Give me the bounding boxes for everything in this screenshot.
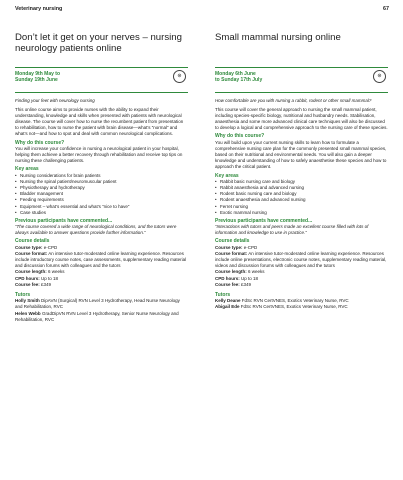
running-title: Veterinary nursing (15, 6, 63, 12)
list-item: • Nursing the spinal patient/neuromuscular patient (15, 179, 188, 185)
date-line: Monday 6th June (215, 71, 256, 77)
why-text: You will increase your confidence in nursing a neurological patient in your hospital, helping them achieve a better recovery through rehabilitation and receive top tips on nursing these challenging patients. (15, 146, 183, 164)
course-title: Don’t let it get on your nerves – nursing neurology patients online (15, 32, 182, 55)
page-number: 67 (383, 6, 389, 12)
list-item: • Equipment – what’s essential and what’s “nice to have” (15, 204, 188, 210)
list-item: • Feeding requirements (15, 197, 188, 203)
key-areas-list (15, 173, 188, 216)
divider (15, 67, 188, 68)
list-item: • Rabbit basic nursing care and biology (215, 179, 388, 185)
date-line: Sunday 19th June (15, 77, 58, 84)
participant-quote: “The course covered a wide range of neurological conditions, and the tutors were always available to answer questions provide further information.” (15, 224, 177, 236)
detail-row: Course fee: £349 (15, 281, 52, 287)
detail-row: Course type: e-CPD (15, 245, 58, 251)
key-areas-list (215, 179, 388, 216)
section-heading: Previous participants have commented... (215, 217, 313, 224)
course-dates (15, 71, 188, 92)
list-item: • Exotic mammal nursing (215, 210, 388, 216)
tutor-entry: Kelly Deane FdSc RVN CertVNES, Exotics Veterinary Nurse, RVC (215, 298, 349, 304)
section-heading: Why do this course? (15, 139, 65, 146)
tutor-entry: Abigail Ede FdSc RVN CertVNES, Exotics Veterinary Nurse, RVC (215, 304, 348, 310)
course-intro: Finding your feet with neurology nursing (15, 98, 95, 103)
divider (15, 92, 188, 93)
section-heading: Course details (15, 238, 50, 245)
detail-row: CPD hours: Up to 18 (15, 275, 59, 281)
list-item: • Rodent basic nursing care and biology (215, 191, 388, 197)
section-heading: Course details (215, 238, 250, 245)
course-body: This course will cover the general approach to nursing the small mammal patient, including species-specific biology, nutritional and husbandry needs. Stabilisation, anaesthesia and some more advanced clinical care techniques will also be discussed to develop a logical and comprehensive approach to the nursing care of these species. (215, 107, 388, 131)
date-line: Monday 9th May to (15, 71, 61, 77)
tutor-entry: Helen Webb GradDipVN RVN Level 3 Hydrotherapy, Senior Nurse Neurology and Rehabilitation, RVC (15, 310, 179, 322)
list-item: • Rabbit anaesthesia and advanced nursing (215, 185, 388, 191)
detail-row: Course length: 6 weeks (215, 269, 265, 275)
course-column-neurology (15, 32, 188, 323)
online-icon: ⊛ (373, 70, 386, 83)
detail-row: Course format: An intensive tutor-moderated online learning experience. Resources include introductory course notes, case assessments, supplementary reading material and discussion forums with colleagues and the tutors (15, 251, 187, 269)
list-item: • Case studies (15, 210, 188, 216)
online-icon: ⊛ (173, 70, 186, 83)
list-item: • Nursing considerations for brain patients (15, 173, 188, 179)
list-item: • Rodent anaesthesia and advanced nursing (215, 197, 388, 203)
course-intro: How comfortable are you with nursing a rabbit, rodent or other small mammal? (215, 98, 372, 103)
why-text: You will build upon your current nursing skills to learn how to formulate a comprehensive nursing care plan for the commonly presented small mammal species, based on their nutritional and environmental needs. You will also gain a deeper knowledge and understanding of how to safely anaesthetise these species and how to approach the critical patient. (215, 140, 387, 170)
section-heading: Tutors (15, 291, 31, 298)
section-heading: Why do this course? (215, 133, 265, 140)
detail-row: Course fee: £349 (215, 281, 252, 287)
course-title: Small mammal nursing online (215, 32, 341, 43)
divider (215, 92, 388, 93)
course-body: This online course aims to provide nurses with the ability to expand their understanding, knowledge and skills when presented with patients with neurological disease. The course will cover how to nurse the recumbent patient from presentation to rehabilitation, how to nurse the patient with brain disease—what’s “normal” and what’s not—and how to spot and deal with common neurological complications. (15, 107, 184, 137)
section-heading: Tutors (215, 291, 231, 298)
date-line: to Sunday 17th July (215, 77, 263, 84)
course-dates (215, 71, 388, 92)
detail-row: Course type: e-CPD (215, 245, 258, 251)
participant-quote: “Interactions with tutors and peers made an excellent course filled with lots of information and knowledge to use in practice.” (215, 224, 369, 236)
section-heading: Previous participants have commented... (15, 217, 113, 224)
list-item: • Ferret nursing (215, 204, 388, 210)
course-column-small-mammal (215, 32, 388, 311)
tutor-entry: Holly Smith DipAVN (Surgical) RVN Level 3 Hydrotherapy, Head Nurse Neurology and Rehabilitation, RVC (15, 298, 180, 310)
divider (215, 67, 388, 68)
list-item: • Bladder management (15, 191, 188, 197)
page-header (15, 6, 389, 16)
section-heading: Key areas (15, 166, 39, 173)
detail-row: Course length: 6 weeks (15, 269, 65, 275)
detail-row: CPD hours: Up to 18 (215, 275, 259, 281)
list-item: • Physiotherapy and hydrotherapy (15, 185, 188, 191)
detail-row: Course format: An intensive tutor-moderated online learning experience. Resources include online presentations, electronic course notes, supplementary reading material, videos and discussion forums with colleagues and the tutors (215, 251, 387, 269)
section-heading: Key areas (215, 172, 239, 179)
